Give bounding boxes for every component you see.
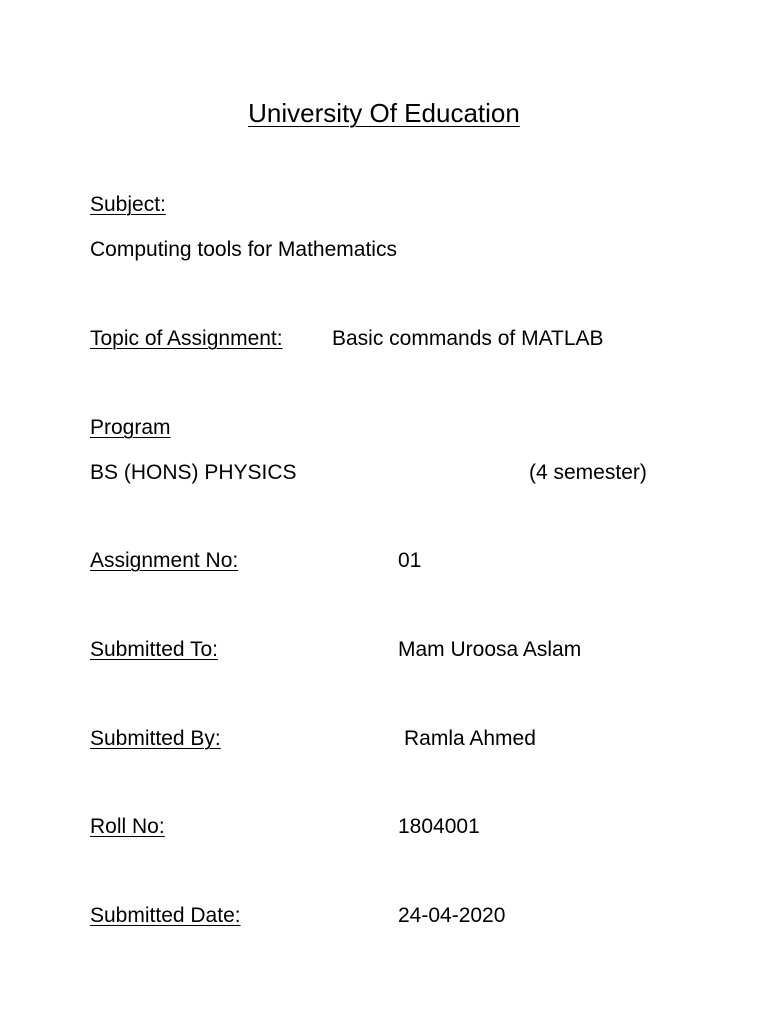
topic-value: Basic commands of MATLAB (332, 327, 604, 350)
submitted-by-value: Ramla Ahmed (404, 727, 536, 750)
submitted-to-label: Submitted To: (90, 638, 219, 661)
roll-no-value: 1804001 (398, 815, 480, 838)
program-label: Program (90, 416, 171, 439)
submitted-by-label: Submitted By: (90, 727, 221, 750)
submitted-date-label: Submitted Date: (90, 904, 241, 927)
topic-label: Topic of Assignment: (90, 327, 283, 350)
program-value: BS (HONS) PHYSICS (90, 461, 297, 484)
assignment-no-value: 01 (398, 549, 422, 572)
subject-value: Computing tools for Mathematics (90, 238, 397, 261)
assignment-no-label: Assignment No: (90, 549, 239, 572)
submitted-to-value: Mam Uroosa Aslam (398, 638, 582, 661)
semester-value: (4 semester) (529, 461, 647, 484)
subject-label: Subject: (90, 193, 166, 216)
page-title: University Of Education (248, 98, 520, 128)
roll-no-label: Roll No: (90, 815, 165, 838)
submitted-date-value: 24-04-2020 (398, 904, 506, 927)
